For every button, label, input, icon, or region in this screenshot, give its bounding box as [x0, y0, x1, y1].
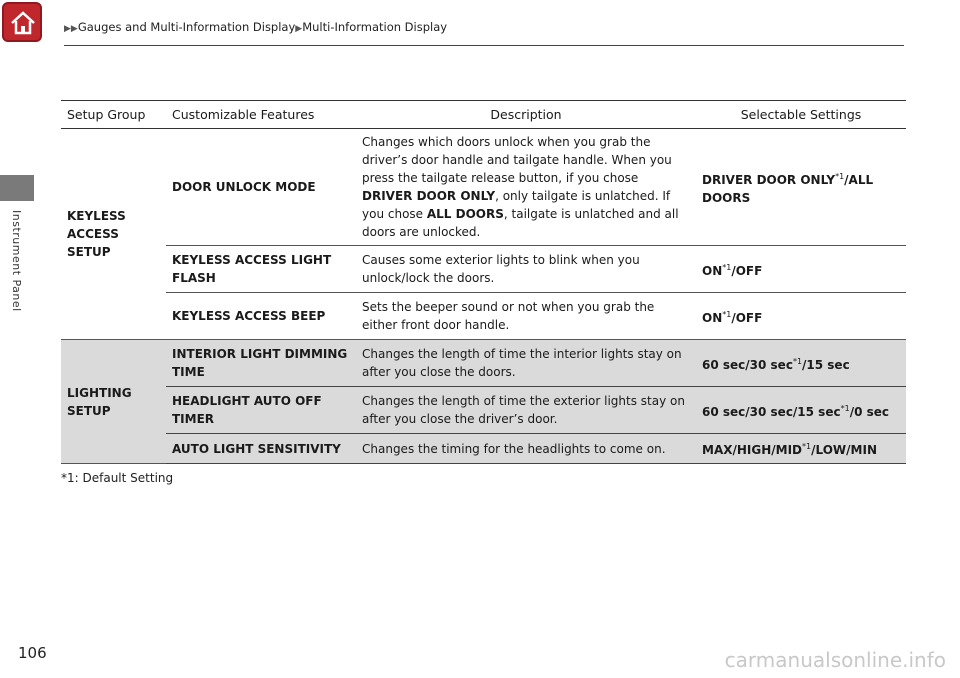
header-features: Customizable Features [166, 101, 356, 129]
footnote-default-setting: *1: Default Setting [61, 471, 174, 485]
feature-headlight-auto-off: HEADLIGHT AUTO OFF TIMER [166, 387, 356, 434]
table-row [61, 293, 906, 340]
watermark: carmanualsonline.info [724, 648, 946, 672]
description-auto-light-sensitivity: Changes the timing for the headlights to come on. [356, 434, 696, 464]
description-keyless-light-flash: Causes some exterior lights to blink when you unlock/lock the doors. [356, 246, 696, 293]
feature-keyless-light-flash: KEYLESS ACCESS LIGHT FLASH [166, 246, 356, 293]
feature-interior-light-dimming: INTERIOR LIGHT DIMMING TIME [166, 340, 356, 387]
page-number: 106 [18, 644, 47, 662]
header-settings: Selectable Settings [696, 101, 906, 129]
customization-table [61, 100, 906, 464]
settings-keyless-beep: ON$^{*1}$/OFF [696, 293, 906, 340]
feature-auto-light-sensitivity: AUTO LIGHT SENSITIVITY [166, 434, 356, 464]
feature-keyless-beep: KEYLESS ACCESS BEEP [166, 293, 356, 340]
table-row [61, 387, 906, 434]
header-description: Description [356, 101, 696, 129]
home-icon[interactable] [2, 2, 42, 42]
section-tab-marker [0, 175, 34, 201]
group-lighting-setup: LIGHTING SETUP [61, 340, 166, 464]
description-interior-light-dimming: Changes the length of time the interior lights stay on after you close the doors. [356, 340, 696, 387]
description-door-unlock-mode: Changes which doors unlock when you grab the driver’s door handle and tailgate handle. When you press the tailgate release button, if you chose DRIVER DOOR ONLY, only tailgate is unlatched. If you chose ALL DOORS, tailgate is unlatched and all doors are unlocked. [356, 129, 696, 246]
table-row [61, 129, 906, 246]
settings-interior-light-dimming: 60 sec/30 $\sec^{*1}/15$ sec [696, 340, 906, 387]
group-keyless-access: KEYLESS ACCESS SETUP [61, 129, 166, 340]
arrow-right-icon: ▶ [295, 24, 303, 34]
breadcrumb-link-mid[interactable]: Multi-Information Display [302, 20, 448, 34]
table-header-row [61, 101, 906, 129]
breadcrumb-link-gauges[interactable]: Gauges and Multi-Information Display [77, 20, 296, 34]
settings-keyless-light-flash: ON$^{*1}$/OFF [696, 246, 906, 293]
side-section-label: Instrument Panel [10, 210, 23, 312]
settings-auto-light-sensitivity: MAX/HIGH/MID$^{*1}$/LOW/MIN [696, 434, 906, 464]
table-row [61, 340, 906, 387]
header-divider [64, 45, 904, 46]
table-row [61, 434, 906, 464]
header-setup-group: Setup Group [61, 101, 166, 129]
table-row [61, 246, 906, 293]
feature-door-unlock-mode: DOOR UNLOCK MODE [166, 129, 356, 246]
breadcrumb [64, 20, 447, 34]
settings-door-unlock-mode: DRIVER DOOR ONLY$^{*1}$/ALL DOORS [696, 129, 906, 246]
settings-headlight-auto-off: 60 sec/30 sec/15 $\sec^{*1}/0$ sec [696, 387, 906, 434]
arrow-right-icon: ▶▶ [64, 24, 78, 34]
description-headlight-auto-off: Changes the length of time the exterior lights stay on after you close the driver’s door. [356, 387, 696, 434]
description-keyless-beep: Sets the beeper sound or not when you grab the either front door handle. [356, 293, 696, 340]
